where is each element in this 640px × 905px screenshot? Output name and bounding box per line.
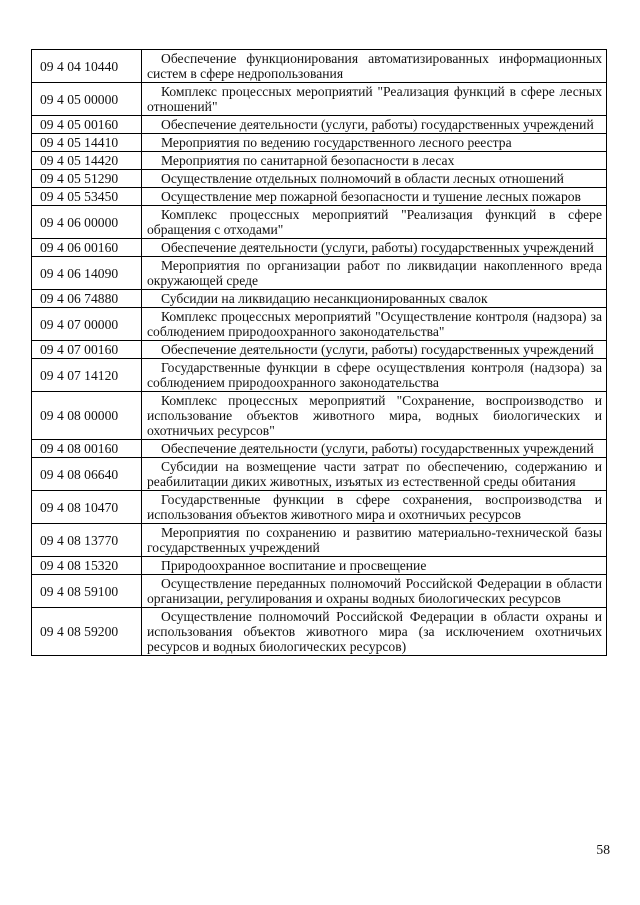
budget-code-cell: 09 4 08 00160 — [32, 440, 142, 458]
description-cell: Обеспечение деятельности (услуги, работы) государственных учреждений — [142, 440, 607, 458]
description-cell: Комплекс процессных мероприятий "Реализация функций в сфере обращения с отходами" — [142, 206, 607, 239]
description-cell: Обеспечение деятельности (услуги, работы) государственных учреждений — [142, 116, 607, 134]
description-cell: Обеспечение деятельности (услуги, работы) государственных учреждений — [142, 341, 607, 359]
table-row — [32, 290, 607, 308]
table-row — [32, 392, 607, 440]
table-row — [32, 359, 607, 392]
description-cell: Мероприятия по санитарной безопасности в лесах — [142, 152, 607, 170]
description-cell: Субсидии на возмещение части затрат по обеспечению, содержанию и реабилитации диких животных, изъятых из естественной среды обитания — [142, 458, 607, 491]
description-cell: Осуществление полномочий Российской Федерации в области охраны и использования объектов животного мира (за исключением охотничьих ресурсов и водных биологических ресурсов) — [142, 608, 607, 656]
table-row — [32, 83, 607, 116]
budget-code-cell: 09 4 08 15320 — [32, 557, 142, 575]
table-row — [32, 557, 607, 575]
budget-code-cell: 09 4 05 14420 — [32, 152, 142, 170]
budget-code-cell: 09 4 07 00160 — [32, 341, 142, 359]
table-row — [32, 257, 607, 290]
table-row — [32, 308, 607, 341]
budget-code-cell: 09 4 05 00160 — [32, 116, 142, 134]
budget-code-cell: 09 4 04 10440 — [32, 50, 142, 83]
table-row — [32, 458, 607, 491]
budget-code-cell: 09 4 08 06640 — [32, 458, 142, 491]
table-row — [32, 152, 607, 170]
description-cell: Субсидии на ликвидацию несанкционированных свалок — [142, 290, 607, 308]
description-cell: Государственные функции в сфере сохранения, воспроизводства и использования объектов животного мира и охотничьих ресурсов — [142, 491, 607, 524]
description-cell: Мероприятия по сохранению и развитию материально-технической базы государственных учреждений — [142, 524, 607, 557]
budget-code-cell: 09 4 07 00000 — [32, 308, 142, 341]
description-cell: Комплекс процессных мероприятий "Реализация функций в сфере лесных отношений" — [142, 83, 607, 116]
budget-code-cell: 09 4 08 00000 — [32, 392, 142, 440]
table-row — [32, 206, 607, 239]
description-cell: Осуществление мер пожарной безопасности и тушение лесных пожаров — [142, 188, 607, 206]
description-cell: Обеспечение деятельности (услуги, работы) государственных учреждений — [142, 239, 607, 257]
budget-code-cell: 09 4 06 00000 — [32, 206, 142, 239]
description-cell: Комплекс процессных мероприятий "Сохранение, воспроизводство и использование объектов животного мира, водных биологических и охотничьих ресурсов" — [142, 392, 607, 440]
description-cell: Природоохранное воспитание и просвещение — [142, 557, 607, 575]
budget-code-cell: 09 4 06 00160 — [32, 239, 142, 257]
table-row — [32, 188, 607, 206]
table-row — [32, 50, 607, 83]
table-row — [32, 440, 607, 458]
table-row — [32, 491, 607, 524]
budget-codes-table — [31, 49, 607, 656]
table-row — [32, 524, 607, 557]
table-row — [32, 116, 607, 134]
budget-code-cell: 09 4 05 14410 — [32, 134, 142, 152]
budget-code-cell: 09 4 05 51290 — [32, 170, 142, 188]
table-row — [32, 575, 607, 608]
description-cell: Государственные функции в сфере осуществления контроля (надзора) за соблюдением природоохранного законодательства — [142, 359, 607, 392]
budget-code-cell: 09 4 08 59100 — [32, 575, 142, 608]
table-row — [32, 134, 607, 152]
budget-code-cell: 09 4 05 53450 — [32, 188, 142, 206]
budget-code-cell: 09 4 06 14090 — [32, 257, 142, 290]
page-number: 58 — [596, 842, 610, 857]
description-cell: Мероприятия по организации работ по ликвидации накопленного вреда окружающей среде — [142, 257, 607, 290]
budget-code-cell: 09 4 05 00000 — [32, 83, 142, 116]
description-cell: Мероприятия по ведению государственного лесного реестра — [142, 134, 607, 152]
budget-code-cell: 09 4 07 14120 — [32, 359, 142, 392]
table-body — [32, 50, 607, 656]
description-cell: Обеспечение функционирования автоматизированных информационных систем в сфере недропользования — [142, 50, 607, 83]
description-cell: Комплекс процессных мероприятий "Осуществление контроля (надзора) за соблюдением природоохранного законодательства" — [142, 308, 607, 341]
table-row — [32, 608, 607, 656]
budget-code-cell: 09 4 08 59200 — [32, 608, 142, 656]
table-row — [32, 239, 607, 257]
description-cell: Осуществление отдельных полномочий в области лесных отношений — [142, 170, 607, 188]
budget-code-cell: 09 4 08 13770 — [32, 524, 142, 557]
budget-code-cell: 09 4 08 10470 — [32, 491, 142, 524]
budget-code-cell: 09 4 06 74880 — [32, 290, 142, 308]
description-cell: Осуществление переданных полномочий Российской Федерации в области организации, регулирования и охраны водных биологических ресурсов — [142, 575, 607, 608]
table-row — [32, 170, 607, 188]
table-row — [32, 341, 607, 359]
